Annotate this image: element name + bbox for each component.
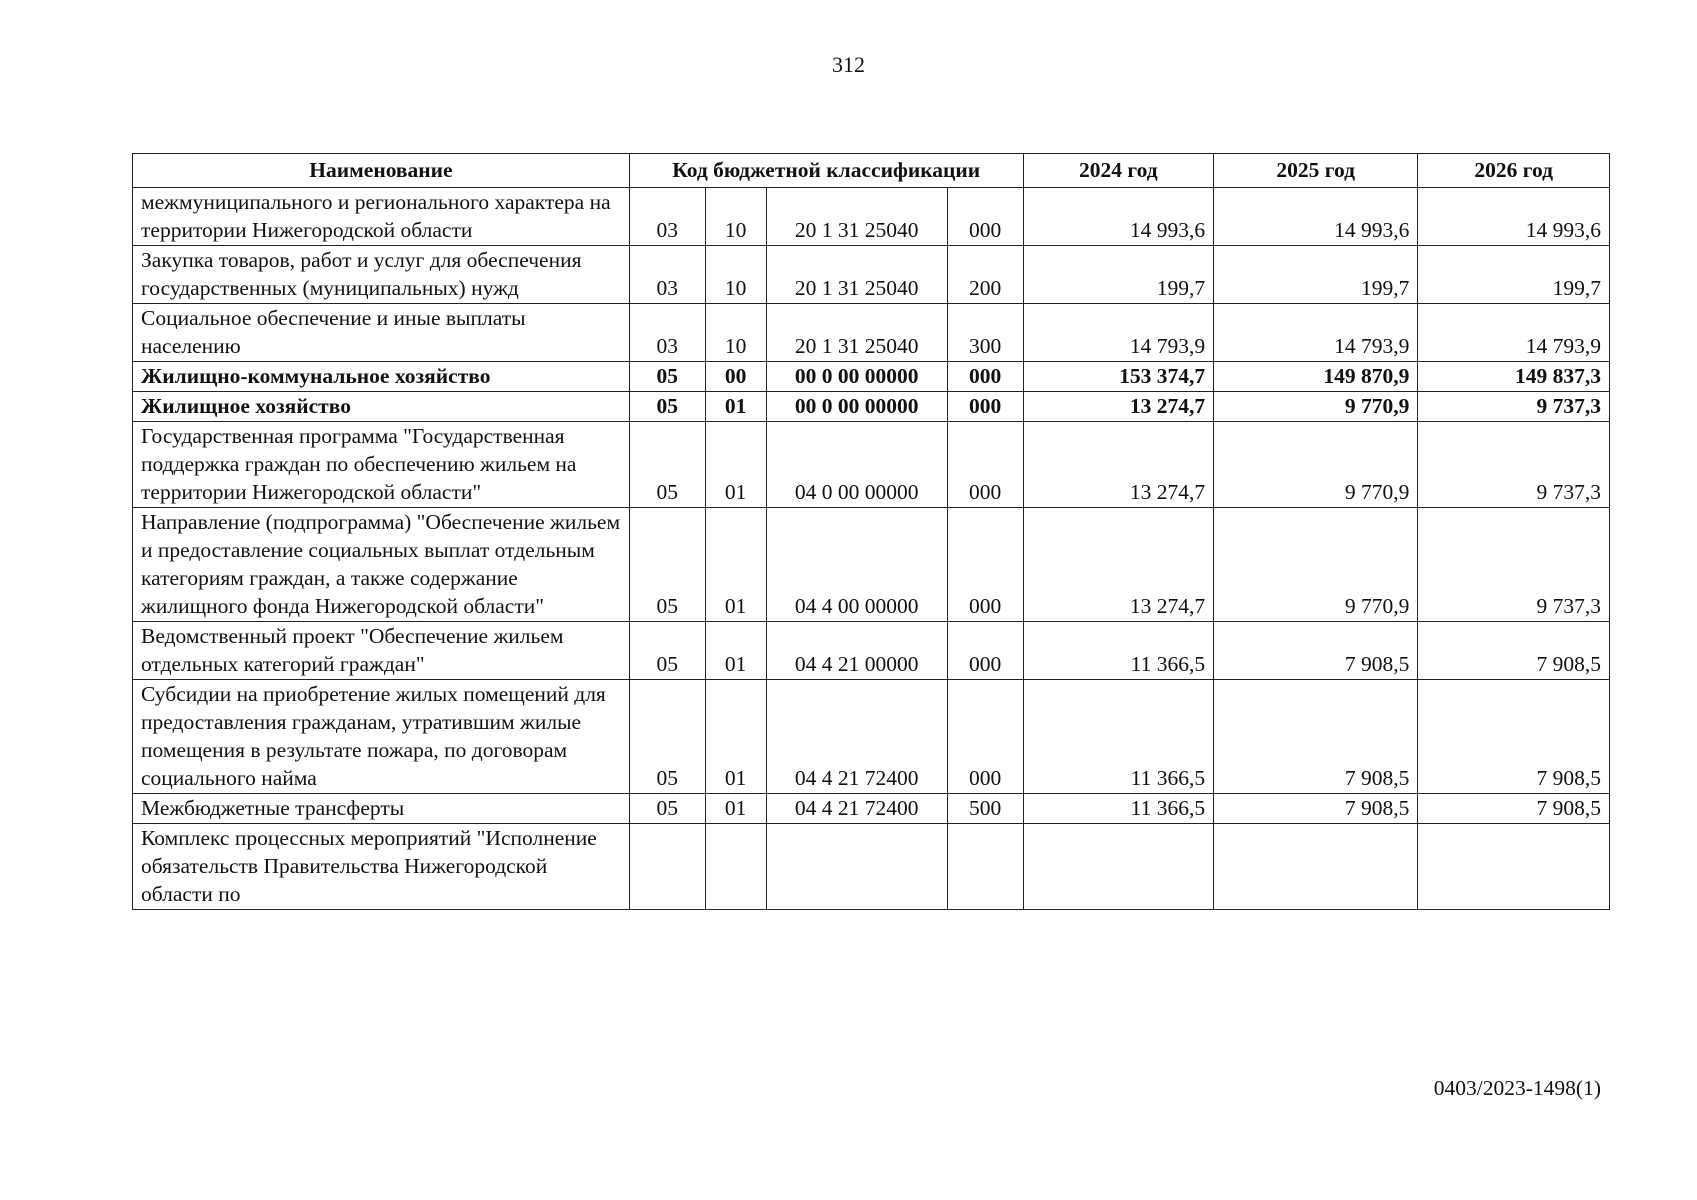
table-row bbox=[133, 794, 1610, 824]
amount-2025-cell: 9 770,9 bbox=[1214, 422, 1418, 508]
row-name-cell: Ведомственный проект "Обеспечение жильем отдельных категорий граждан" bbox=[133, 622, 630, 680]
expense-type-code-cell: 200 bbox=[947, 246, 1023, 304]
amount-2026-cell: 14 793,9 bbox=[1418, 304, 1610, 362]
amount-2025-cell: 9 770,9 bbox=[1214, 508, 1418, 622]
amount-2026-cell: 9 737,3 bbox=[1418, 392, 1610, 422]
subsection-code-cell bbox=[705, 824, 766, 910]
amount-2024-cell: 199,7 bbox=[1023, 246, 1214, 304]
amount-2024-cell: 14 793,9 bbox=[1023, 304, 1214, 362]
document-code: 0403/2023-1498(1) bbox=[1433, 1076, 1601, 1100]
table-row bbox=[133, 824, 1610, 910]
header-2026: 2026 год bbox=[1418, 154, 1610, 188]
table-body bbox=[133, 188, 1610, 910]
table-row bbox=[133, 362, 1610, 392]
section-code-cell: 05 bbox=[629, 362, 705, 392]
row-name-cell: Субсидии на приобретение жилых помещений для предоставления гражданам, утратившим жилые помещения в результате пожара, по договорам социального найма bbox=[133, 680, 630, 794]
section-code-cell: 05 bbox=[629, 794, 705, 824]
amount-2025-cell: 7 908,5 bbox=[1214, 794, 1418, 824]
section-code-cell: 03 bbox=[629, 304, 705, 362]
target-article-code-cell: 20 1 31 25040 bbox=[766, 188, 947, 246]
amount-2025-cell: 14 793,9 bbox=[1214, 304, 1418, 362]
subsection-code-cell: 01 bbox=[705, 422, 766, 508]
budget-table bbox=[132, 153, 1610, 910]
table-row bbox=[133, 304, 1610, 362]
amount-2024-cell: 11 366,5 bbox=[1023, 622, 1214, 680]
row-name-cell: Жилищное хозяйство bbox=[133, 392, 630, 422]
table-header-row bbox=[133, 154, 1610, 188]
amount-2026-cell: 199,7 bbox=[1418, 246, 1610, 304]
table-row bbox=[133, 508, 1610, 622]
subsection-code-cell: 01 bbox=[705, 392, 766, 422]
expense-type-code-cell: 000 bbox=[947, 362, 1023, 392]
row-name-cell: Жилищно-коммунальное хозяйство bbox=[133, 362, 630, 392]
row-name-cell: Закупка товаров, работ и услуг для обеспечения государственных (муниципальных) нужд bbox=[133, 246, 630, 304]
amount-2024-cell: 153 374,7 bbox=[1023, 362, 1214, 392]
table-row bbox=[133, 422, 1610, 508]
target-article-code-cell: 04 4 00 00000 bbox=[766, 508, 947, 622]
amount-2025-cell: 9 770,9 bbox=[1214, 392, 1418, 422]
target-article-code-cell: 04 0 00 00000 bbox=[766, 422, 947, 508]
section-code-cell: 03 bbox=[629, 246, 705, 304]
section-code-cell: 03 bbox=[629, 188, 705, 246]
row-name-cell: Направление (подпрограмма) "Обеспечение жильем и предоставление социальных выплат отдельным категориям граждан, а также содержание жилищного фонда Нижегородской области" bbox=[133, 508, 630, 622]
expense-type-code-cell: 000 bbox=[947, 508, 1023, 622]
section-code-cell: 05 bbox=[629, 392, 705, 422]
subsection-code-cell: 01 bbox=[705, 794, 766, 824]
row-name-cell: Социальное обеспечение и иные выплаты населению bbox=[133, 304, 630, 362]
amount-2024-cell: 13 274,7 bbox=[1023, 392, 1214, 422]
section-code-cell: 05 bbox=[629, 622, 705, 680]
table-row bbox=[133, 622, 1610, 680]
expense-type-code-cell: 000 bbox=[947, 392, 1023, 422]
amount-2024-cell bbox=[1023, 824, 1214, 910]
amount-2025-cell: 7 908,5 bbox=[1214, 680, 1418, 794]
table-row bbox=[133, 392, 1610, 422]
subsection-code-cell: 10 bbox=[705, 188, 766, 246]
target-article-code-cell: 00 0 00 00000 bbox=[766, 362, 947, 392]
amount-2026-cell: 149 837,3 bbox=[1418, 362, 1610, 392]
section-code-cell: 05 bbox=[629, 508, 705, 622]
subsection-code-cell: 10 bbox=[705, 304, 766, 362]
target-article-code-cell: 04 4 21 72400 bbox=[766, 794, 947, 824]
amount-2024-cell: 11 366,5 bbox=[1023, 794, 1214, 824]
subsection-code-cell: 00 bbox=[705, 362, 766, 392]
header-2024: 2024 год bbox=[1023, 154, 1214, 188]
amount-2026-cell: 9 737,3 bbox=[1418, 422, 1610, 508]
subsection-code-cell: 01 bbox=[705, 680, 766, 794]
row-name-cell: межмуниципального и регионального характера на территории Нижегородской области bbox=[133, 188, 630, 246]
amount-2026-cell: 7 908,5 bbox=[1418, 794, 1610, 824]
table-row bbox=[133, 246, 1610, 304]
amount-2024-cell: 14 993,6 bbox=[1023, 188, 1214, 246]
amount-2026-cell bbox=[1418, 824, 1610, 910]
amount-2025-cell: 7 908,5 bbox=[1214, 622, 1418, 680]
expense-type-code-cell: 000 bbox=[947, 680, 1023, 794]
amount-2026-cell: 14 993,6 bbox=[1418, 188, 1610, 246]
expense-type-code-cell: 500 bbox=[947, 794, 1023, 824]
amount-2026-cell: 7 908,5 bbox=[1418, 622, 1610, 680]
target-article-code-cell bbox=[766, 824, 947, 910]
amount-2024-cell: 13 274,7 bbox=[1023, 422, 1214, 508]
amount-2025-cell bbox=[1214, 824, 1418, 910]
target-article-code-cell: 20 1 31 25040 bbox=[766, 246, 947, 304]
expense-type-code-cell: 000 bbox=[947, 622, 1023, 680]
header-code: Код бюджетной классификации bbox=[629, 154, 1023, 188]
table-row bbox=[133, 188, 1610, 246]
header-name: Наименование bbox=[133, 154, 630, 188]
amount-2026-cell: 7 908,5 bbox=[1418, 680, 1610, 794]
section-code-cell bbox=[629, 824, 705, 910]
subsection-code-cell: 01 bbox=[705, 622, 766, 680]
page-number: 312 bbox=[832, 52, 865, 77]
amount-2025-cell: 149 870,9 bbox=[1214, 362, 1418, 392]
row-name-cell: Государственная программа "Государственная поддержка граждан по обеспечению жильем на территории Нижегородской области" bbox=[133, 422, 630, 508]
subsection-code-cell: 01 bbox=[705, 508, 766, 622]
expense-type-code-cell: 300 bbox=[947, 304, 1023, 362]
amount-2025-cell: 199,7 bbox=[1214, 246, 1418, 304]
table-row bbox=[133, 680, 1610, 794]
amount-2024-cell: 11 366,5 bbox=[1023, 680, 1214, 794]
target-article-code-cell: 04 4 21 00000 bbox=[766, 622, 947, 680]
amount-2026-cell: 9 737,3 bbox=[1418, 508, 1610, 622]
amount-2024-cell: 13 274,7 bbox=[1023, 508, 1214, 622]
expense-type-code-cell bbox=[947, 824, 1023, 910]
row-name-cell: Комплекс процессных мероприятий "Исполнение обязательств Правительства Нижегородской области по bbox=[133, 824, 630, 910]
section-code-cell: 05 bbox=[629, 680, 705, 794]
amount-2025-cell: 14 993,6 bbox=[1214, 188, 1418, 246]
subsection-code-cell: 10 bbox=[705, 246, 766, 304]
target-article-code-cell: 04 4 21 72400 bbox=[766, 680, 947, 794]
row-name-cell: Межбюджетные трансферты bbox=[133, 794, 630, 824]
target-article-code-cell: 20 1 31 25040 bbox=[766, 304, 947, 362]
header-2025: 2025 год bbox=[1214, 154, 1418, 188]
expense-type-code-cell: 000 bbox=[947, 422, 1023, 508]
section-code-cell: 05 bbox=[629, 422, 705, 508]
expense-type-code-cell: 000 bbox=[947, 188, 1023, 246]
target-article-code-cell: 00 0 00 00000 bbox=[766, 392, 947, 422]
